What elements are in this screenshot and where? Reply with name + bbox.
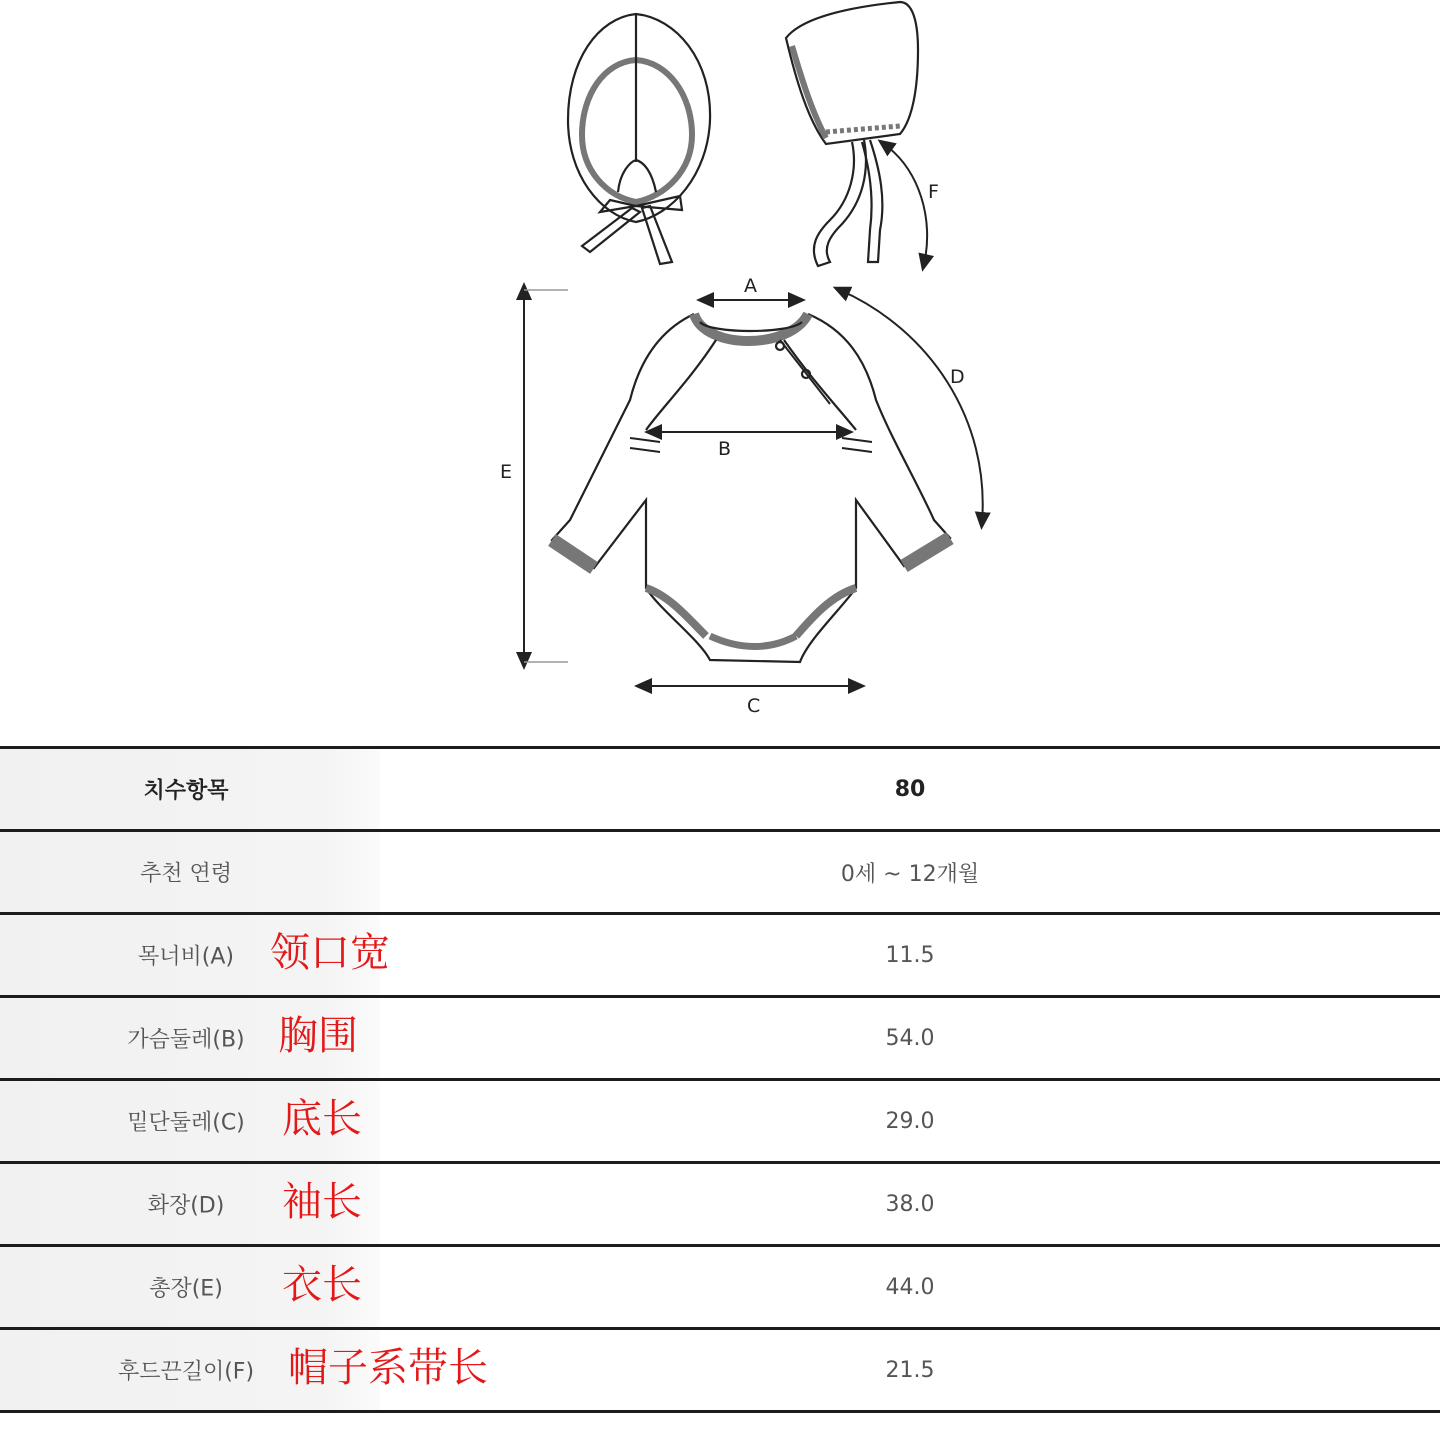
dimension-d-arrow <box>840 290 983 522</box>
row-label: 추천 연령 <box>139 861 233 887</box>
row-label: 밑단둘레(C) <box>127 1110 245 1136</box>
row-label: 가슴둘레(B) <box>127 1027 245 1053</box>
table-header-row <box>0 748 1440 831</box>
row-translation: 衣长 <box>282 1261 362 1308</box>
row-label: 총장(E) <box>149 1276 223 1302</box>
dimension-f-arrow <box>884 144 927 264</box>
row-translation: 袖长 <box>282 1178 362 1225</box>
row-value: 29.0 <box>380 1080 1440 1163</box>
row-label: 화장(D) <box>147 1193 225 1219</box>
row-value: 54.0 <box>380 997 1440 1080</box>
row-label: 목너비(A) <box>138 944 234 970</box>
row-translation: 胸围 <box>278 1012 358 1059</box>
dimension-b-label: B <box>718 438 732 460</box>
dimension-d-label: D <box>950 366 965 388</box>
table-row <box>0 1329 1440 1412</box>
dimension-f-label: F <box>928 181 939 203</box>
row-translation: 底长 <box>282 1095 362 1142</box>
table-row <box>0 831 1440 914</box>
row-value: 11.5 <box>380 914 1440 997</box>
row-label: 후드끈길이(F) <box>117 1359 255 1385</box>
row-value: 0세 ~ 12개월 <box>380 831 1440 914</box>
size-table <box>0 746 1440 1413</box>
dimension-c-label: C <box>747 695 761 717</box>
dimension-e-label: E <box>500 461 513 483</box>
table-row <box>0 1246 1440 1329</box>
bonnet-front-drawing <box>568 14 710 264</box>
table-row <box>0 914 1440 997</box>
dimension-a-label: A <box>744 275 757 297</box>
table-row <box>0 1080 1440 1163</box>
row-value: 38.0 <box>380 1163 1440 1246</box>
table-row <box>0 1163 1440 1246</box>
bodysuit-drawing <box>552 314 950 662</box>
row-translation: 帽子系带长 <box>288 1344 488 1391</box>
row-value: 21.5 <box>380 1329 1440 1412</box>
header-size-value: 80 <box>380 748 1440 831</box>
header-label: 치수항목 <box>143 778 229 804</box>
row-translation: 领口宽 <box>270 929 390 976</box>
bonnet-side-drawing <box>786 2 918 266</box>
row-value: 44.0 <box>380 1246 1440 1329</box>
table-row <box>0 997 1440 1080</box>
